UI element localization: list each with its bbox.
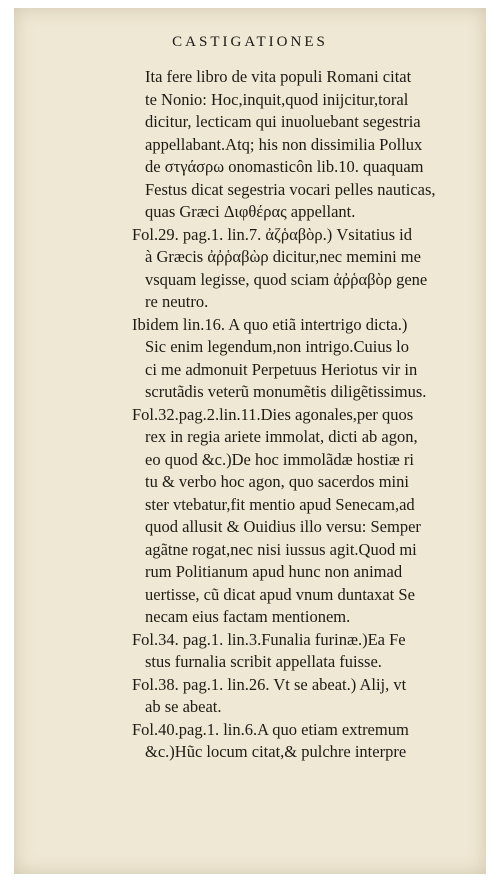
- text-line: dicitur, lecticam qui inuoluebant segestria: [145, 112, 421, 131]
- text-line: rex in regia ariete immolat, dicti ab agon,: [145, 427, 418, 446]
- text-line: ab se abeat.: [145, 697, 222, 716]
- book-page: [14, 8, 486, 874]
- text-line: tu & verbo hoc agon, quo sacerdos mini: [145, 472, 409, 491]
- text-line: quas Græci Διφθέρας appellant.: [145, 202, 356, 221]
- text-line: Ibidem lin.16. A quo etiã intertrigo dicta.): [132, 314, 408, 334]
- text-line: Fol.40.pag.1. lin.6.A quo etiam extremum: [132, 719, 409, 739]
- text-line: &c.)Hũc locum citat,& pulchre interpre: [145, 742, 407, 761]
- text-line: agãtne rogat,nec nisi iussus agit.Quod mi: [145, 539, 417, 559]
- text-line: rum Politianum apud hunc non animad: [145, 562, 403, 581]
- text-line: Fol.34. pag.1. lin.3.Funalia furinæ.)Ea Fe: [132, 629, 406, 649]
- text-line: Fol.32.pag.2.lin.11.Dies agonales,per quos: [132, 404, 414, 424]
- text-line: ci me admonuit Perpetuus Heriotus vir in: [145, 359, 418, 379]
- text-line: de στγάσρω onomasticôn lib.10. quaquam: [145, 157, 424, 176]
- text-line: Festus dicat segestria vocari pelles nauticas,: [145, 179, 436, 199]
- text-line: eo quod &c.)De hoc immolãdæ hostiæ ri: [145, 449, 415, 469]
- text-line: Ita fere libro de vita populi Romani citat: [145, 67, 412, 86]
- text-line: necam eius factam mentionem.: [145, 607, 351, 626]
- text-line: vsquam legisse, quod sciam ἀῤῥαβὸρ gene: [145, 269, 428, 289]
- text-line: Fol.29. pag.1. lin.7. ἀζῥαβὸρ.) Vsitatius id: [132, 224, 412, 244]
- text-line: re neutro.: [145, 292, 209, 311]
- text-line: stus furnalia scribit appellata fuisse.: [145, 652, 382, 671]
- text-line: appellabant.Atq; his non dissimilia Pollux: [145, 134, 423, 154]
- text-line: ster vtebatur,fit mentio apud Senecam,ad: [145, 494, 415, 514]
- text-line: scrutãdis veterũ monumẽtis diligẽtissimus.: [145, 382, 427, 401]
- text-line: quod allusit & Ouidius illo versu: Semper: [145, 517, 421, 536]
- text-line: te Nonio: Hoc,inquit,quod inijcitur,toral: [145, 89, 409, 109]
- running-header: CASTIGATIONES: [172, 34, 328, 50]
- text-line: à Græcis ἀῤῥαβὼρ dicitur,nec memini me: [145, 247, 421, 266]
- text-line: uertisse, cũ dicat apud vnum duntaxat Se: [145, 584, 415, 604]
- text-line: Sic enim legendum,non intrigo.Cuius lo: [145, 337, 409, 356]
- text-line: Fol.38. pag.1. lin.26. Vt se abeat.) Alij, vt: [132, 674, 407, 694]
- text-block: [132, 66, 482, 764]
